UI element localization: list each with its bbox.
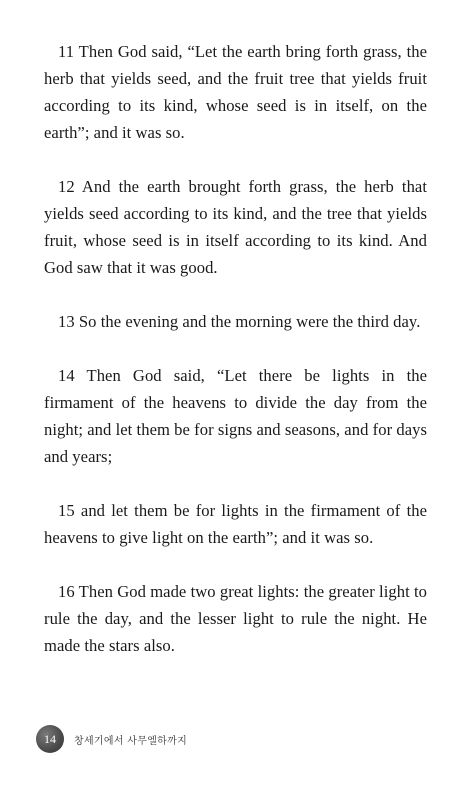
verse-12: 12 And the earth brought forth grass, the herb that yields seed according to its kind, and the tree that yields fruit, whose seed is in itself according to its kind. And God saw that it was good. [44, 177, 427, 277]
verse-16: 16 Then God made two great lights: the greater light to rule the day, and the lesser light to rule the night. He made the stars also. [44, 582, 427, 655]
page-body [44, 38, 427, 686]
page-number-badge: 14 [36, 725, 64, 753]
book-title: 창세기에서 사무엘하까지 [74, 735, 188, 747]
verse-15: 15 and let them be for lights in the firmament of the heavens to give light on the earth”; and it was so. [44, 501, 427, 547]
verse-13: 13 So the evening and the morning were the third day. [58, 312, 421, 331]
verse-14: 14 Then God said, “Let there be lights in the firmament of the heavens to divide the day from the night; and let them be for signs and seasons, and for days and years; [44, 366, 427, 466]
page-footer [36, 725, 187, 753]
verse-11: 11 Then God said, “Let the earth bring forth grass, the herb that yields seed, and the fruit tree that yields fruit according to its kind, whose seed is in itself, on the earth”; and it was so. [44, 42, 427, 142]
